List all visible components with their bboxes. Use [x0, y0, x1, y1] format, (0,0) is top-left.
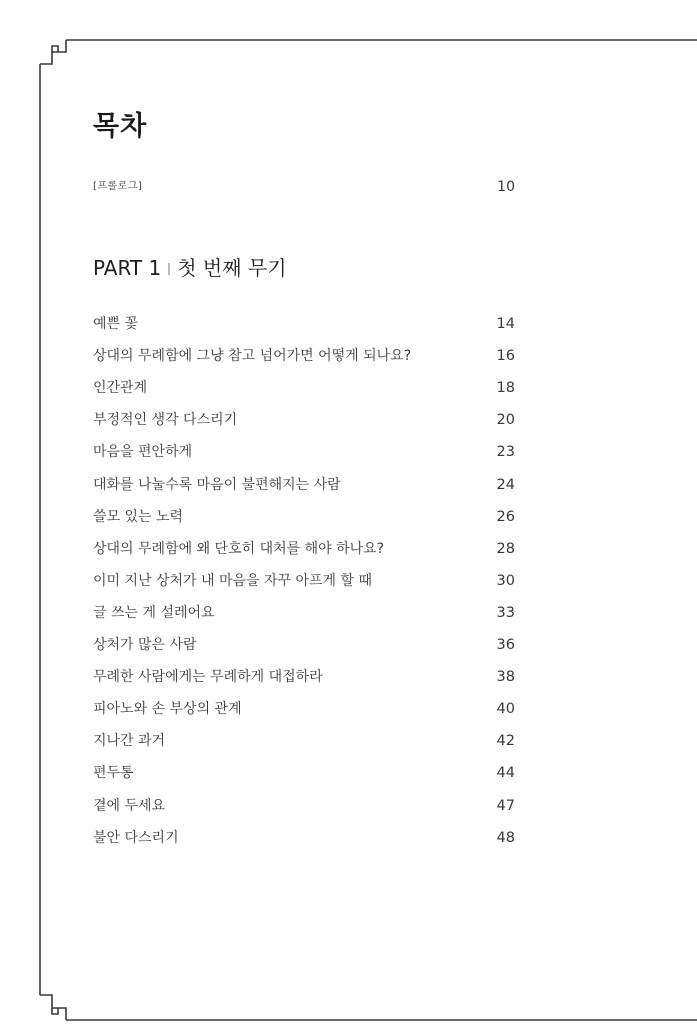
toc-entry-label: 상대의 무례함에 그냥 참고 넘어가면 어떻게 되나요? — [93, 348, 412, 365]
toc-entry[interactable] — [93, 377, 533, 399]
toc-entry-label: 편두통 — [93, 765, 134, 782]
toc-entry[interactable] — [93, 762, 533, 784]
toc-entry[interactable] — [93, 474, 533, 496]
toc-entry-label: 예쁜 꽃 — [93, 316, 139, 332]
toc-entry-page: 28 — [496, 540, 515, 557]
toc-entry-page: 26 — [496, 508, 515, 525]
toc-entry[interactable] — [93, 313, 533, 335]
toc-entry[interactable] — [93, 730, 533, 752]
toc-entry-page: 36 — [496, 637, 515, 653]
toc-entry[interactable] — [93, 795, 533, 817]
toc-entry-label: 상대의 무례함에 왜 단호히 대처를 해야 하나요? — [93, 540, 385, 557]
toc-entry[interactable] — [93, 441, 533, 463]
toc-entry-page: 44 — [496, 765, 515, 782]
toc-entry-label: 상처가 많은 사람 — [93, 637, 197, 653]
toc-entry-page: 33 — [496, 604, 515, 621]
toc-entry-label: 부정적인 생각 다스리기 — [93, 412, 238, 429]
toc-entry-page: 18 — [496, 380, 515, 397]
part-separator — [168, 263, 170, 275]
toc-entry-page: 16 — [496, 348, 515, 365]
toc-entry-page: 30 — [496, 572, 515, 589]
toc-entry-label: 무례한 사람에게는 무례하게 대접하라 — [93, 669, 323, 686]
toc-entry-page: 47 — [496, 797, 515, 814]
toc-entry-page: 23 — [496, 444, 515, 461]
toc-entry-label: 대화를 나눌수록 마음이 불편해지는 사람 — [93, 476, 341, 493]
part-number: PART 1 — [93, 256, 162, 280]
toc-entry-prologue[interactable] — [93, 176, 533, 198]
toc-entry-label: 글 쓰는 게 설레어요 — [93, 604, 215, 621]
toc-entry-label: 마음을 편안하게 — [93, 444, 193, 461]
toc-entry[interactable] — [93, 345, 533, 367]
toc-entry-label: 피아노와 손 부상의 관계 — [93, 701, 242, 718]
toc-entry-page: 10 — [497, 179, 515, 195]
toc-entry-label: 지나간 과거 — [93, 733, 166, 750]
toc-entry-label: 쓸모 있는 노력 — [93, 508, 184, 525]
toc-entry-label: 곁에 두세요 — [93, 797, 166, 814]
toc-entry-label: 이미 지난 상처가 내 마음을 자꾸 아프게 할 때 — [93, 572, 373, 589]
toc-entry[interactable] — [93, 409, 533, 431]
part-heading — [93, 252, 287, 281]
toc-entry[interactable] — [93, 538, 533, 560]
toc-entry[interactable] — [93, 570, 533, 592]
toc-entry-page: 14 — [496, 316, 515, 332]
toc-entry-page: 24 — [496, 476, 515, 493]
toc-entry[interactable] — [93, 666, 533, 688]
toc-entry-page: 20 — [496, 412, 515, 429]
toc-entry[interactable] — [93, 506, 533, 528]
toc-entry[interactable] — [93, 698, 533, 720]
toc-entry-label: 불안 다스리기 — [93, 829, 179, 846]
toc-entry-label: [프롤로그] — [93, 181, 143, 192]
toc-entry-page: 40 — [496, 701, 515, 718]
toc-entry-page: 38 — [496, 669, 515, 686]
toc-entry[interactable] — [93, 602, 533, 624]
toc-entry[interactable] — [93, 827, 533, 849]
toc-entry[interactable] — [93, 634, 533, 656]
toc-entry-label: 인간관계 — [93, 380, 148, 397]
toc-title: 목차 — [93, 111, 148, 142]
part-title: 첫 번째 무기 — [177, 256, 287, 280]
toc-entry-page: 48 — [496, 829, 515, 846]
toc-entry-page: 42 — [496, 733, 515, 750]
